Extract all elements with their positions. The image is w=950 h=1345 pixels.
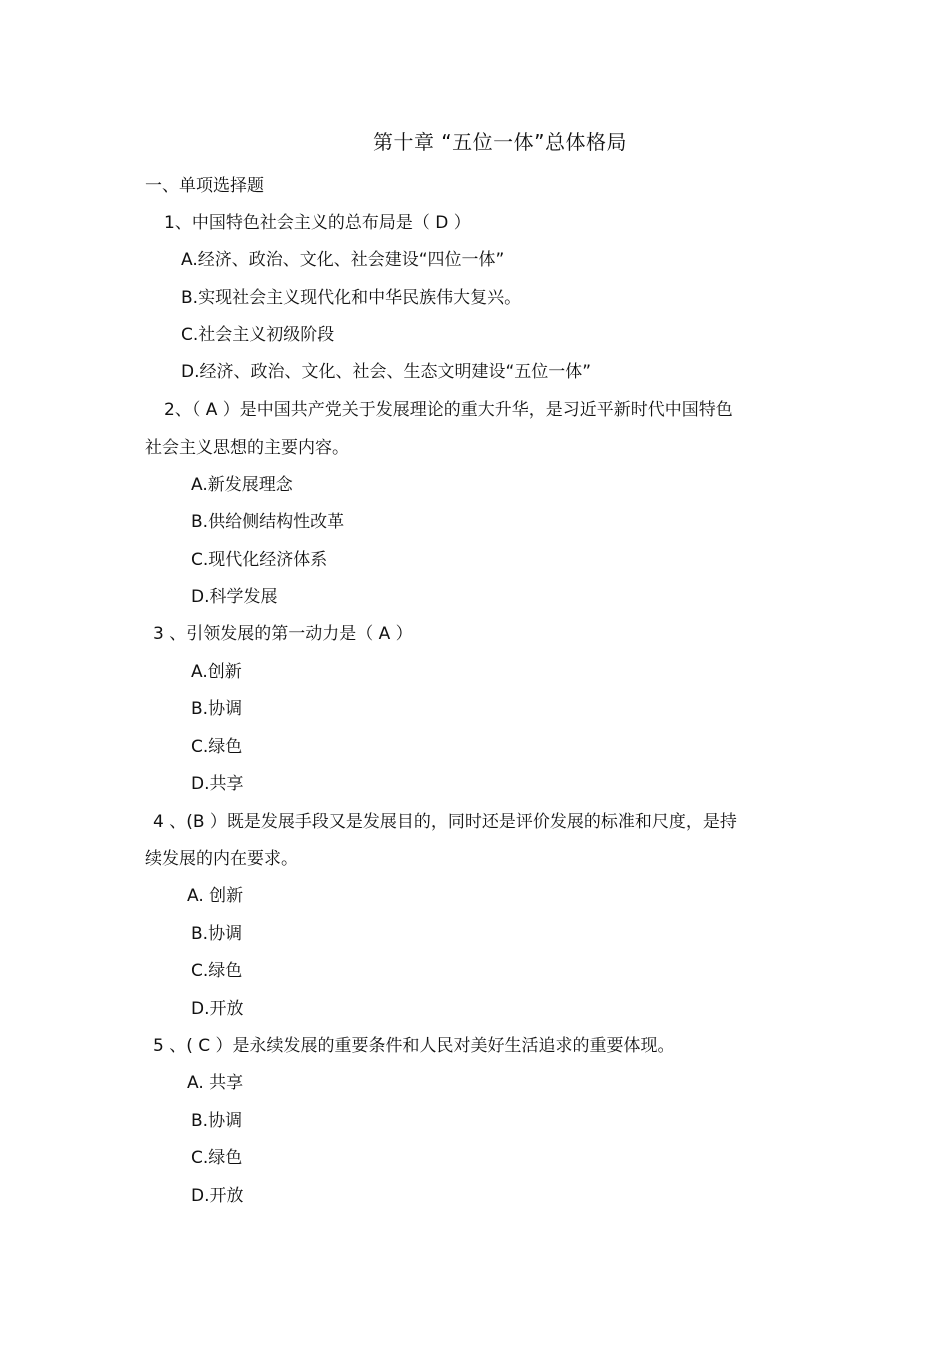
- section-heading: 一、单项选择题: [145, 176, 264, 196]
- question-2-option-c: C.现代化经济体系: [191, 550, 328, 570]
- question-4-option-b: B.协调: [191, 924, 243, 944]
- question-4-option-c: C.绿色: [191, 961, 243, 981]
- question-3-option-b: B.协调: [191, 699, 243, 719]
- question-4-stem-line1: 4 、(B ）既是发展手段又是发展目的，同时还是评价发展的标准和尺度，是持: [153, 812, 737, 832]
- question-3-stem: 3 、引领发展的第一动力是（ A ）: [153, 624, 413, 644]
- question-2-option-d: D.科学发展: [191, 587, 278, 607]
- question-5-option-a: A. 共享: [187, 1073, 244, 1093]
- question-1-option-b: B.实现社会主义现代化和中华民族伟大复兴。: [181, 288, 522, 308]
- chapter-title: 第十章 “五位一体”总体格局: [372, 130, 628, 154]
- question-1-option-a: A.经济、政治、文化、社会建设“四位一体”: [181, 250, 505, 270]
- question-2-option-a: A.新发展理念: [191, 475, 293, 495]
- question-1-stem: 1、中国特色社会主义的总布局是（ D ）: [164, 213, 471, 233]
- question-5-option-d: D.开放: [191, 1186, 244, 1206]
- question-5-option-b: B.协调: [191, 1111, 243, 1131]
- question-1-option-d: D.经济、政治、文化、社会、生态文明建设“五位一体”: [181, 362, 592, 382]
- question-3-option-a: A.创新: [191, 662, 242, 682]
- question-2-option-b: B.供给侧结构性改革: [191, 512, 345, 532]
- question-4-option-d: D.开放: [191, 999, 244, 1019]
- question-4-option-a: A. 创新: [187, 886, 244, 906]
- question-5-stem: 5 、( C ）是永续发展的重要条件和人民对美好生活追求的重要体现。: [153, 1036, 675, 1056]
- question-2-stem-line2: 社会主义思想的主要内容。: [145, 438, 349, 458]
- question-4-stem-line2: 续发展的内在要求。: [145, 849, 298, 869]
- question-3-option-d: D.共享: [191, 774, 244, 794]
- question-5-option-c: C.绿色: [191, 1148, 243, 1168]
- question-3-option-c: C.绿色: [191, 737, 243, 757]
- question-2-stem-line1: 2、（ A ）是中国共产党关于发展理论的重大升华，是习近平新时代中国特色: [164, 400, 733, 420]
- question-1-option-c: C.社会主义初级阶段: [181, 325, 335, 345]
